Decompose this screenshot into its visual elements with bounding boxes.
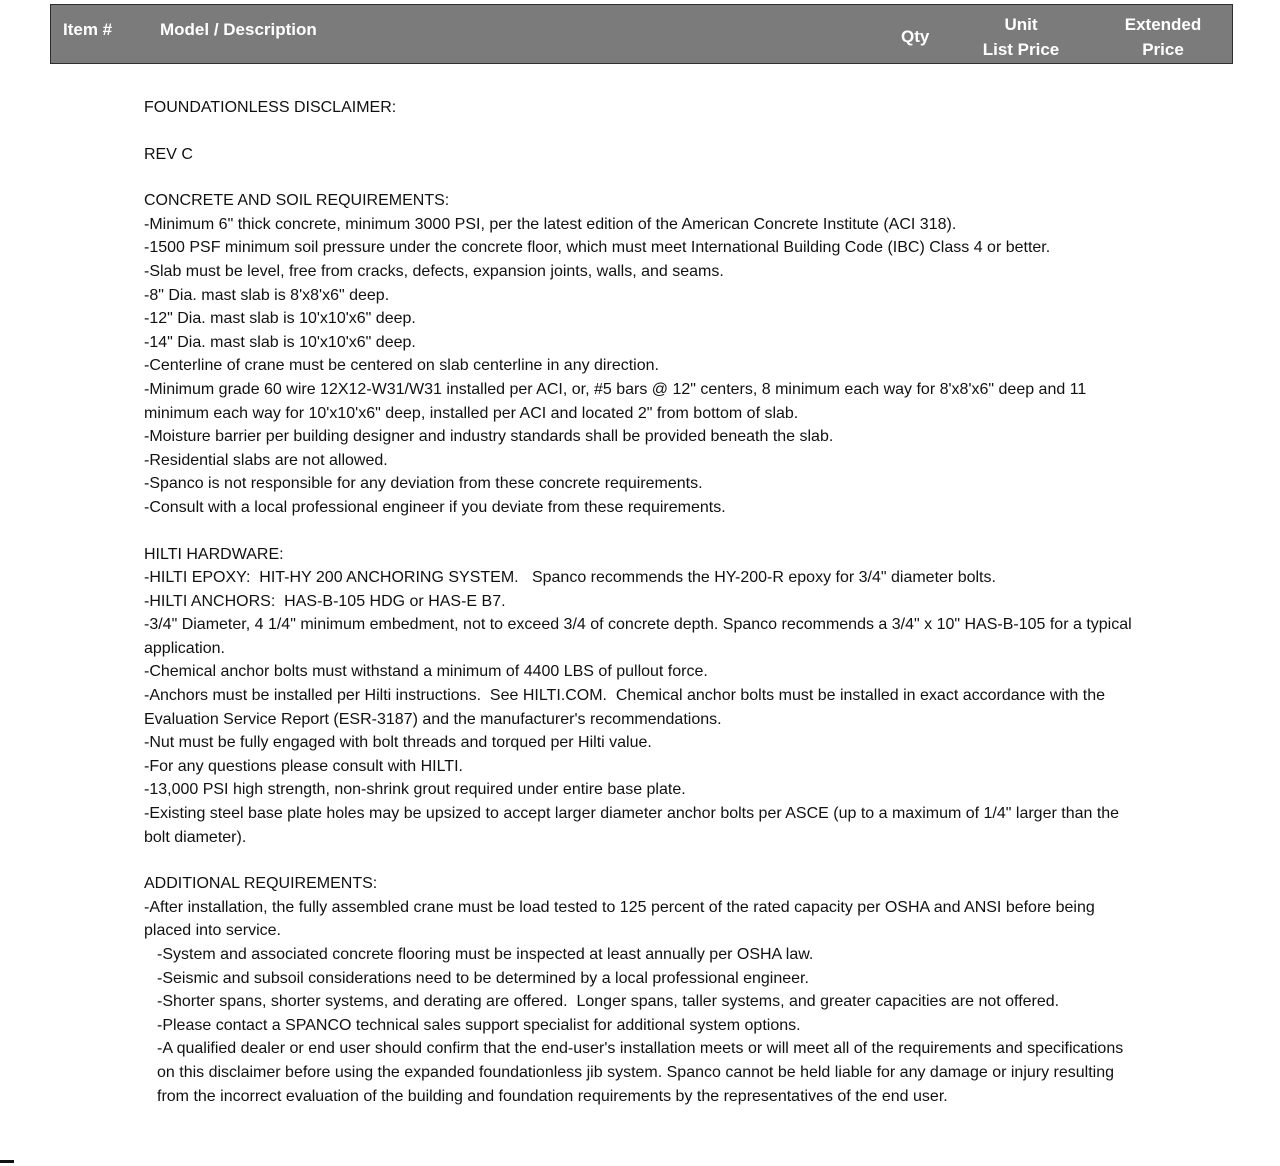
- disclaimer-line: -14" Dia. mast slab is 10'x10'x6" deep.: [144, 333, 416, 351]
- disclaimer-line: -Centerline of crane must be centered on slab centerline in any direction.: [144, 357, 659, 375]
- disclaimer-line: -Spanco is not responsible for any deviation from these concrete requirements.: [144, 475, 703, 493]
- hilti-heading: HILTI HARDWARE:: [144, 545, 284, 563]
- additional-section: [144, 872, 1134, 1108]
- disclaimer-line: -Residential slabs are not allowed.: [144, 451, 388, 469]
- additional-indented-lines: [144, 943, 1134, 1108]
- disclaimer-line: -8" Dia. mast slab is 8'x8'x6" deep.: [144, 286, 390, 304]
- disclaimer-title: FOUNDATIONLESS DISCLAIMER:: [144, 99, 397, 116]
- disclaimer-line: -12" Dia. mast slab is 10'x10'x6" deep.: [144, 310, 416, 328]
- disclaimer-line: -Anchors must be installed per Hilti instructions. See HILTI.COM. Chemical anchor bolts must be installed in exact accordance with the Evaluation Service Report (ESR-3187) and the manufacturer's recommendations.: [144, 687, 1110, 728]
- disclaimer-line: -Minimum grade 60 wire 12X12-W31/W31 installed per ACI, or, #5 bars @ 12" centers, 8 minimum each way for 8'x8'x6" deep and 11 minimum each way for 10'x10'x6" deep, installed per ACI and located 2" from bottom of slab.: [144, 380, 1091, 422]
- additional-lines: [144, 896, 1134, 943]
- disclaimer-line: -Chemical anchor bolts must withstand a minimum of 4400 LBS of pullout force.: [144, 663, 708, 681]
- concrete-section: [144, 189, 1134, 519]
- disclaimer-line: -Slab must be level, free from cracks, defects, expansion joints, walls, and seams.: [144, 262, 724, 280]
- disclaimer-line: -Moisture barrier per building designer and industry standards shall be provided beneath the slab.: [144, 428, 834, 446]
- disclaimer-line: -Existing steel base plate holes may be upsized to accept larger diameter anchor bolts per ASCE (up to a maximum of 1/4" larger than the bolt diameter).: [144, 805, 1124, 846]
- column-header-item: Item #: [63, 20, 113, 39]
- disclaimer-line: -Seismic and subsoil considerations need to be determined by a local professional engineer.: [157, 969, 809, 987]
- disclaimer-line: -Minimum 6" thick concrete, minimum 3000 PSI, per the latest edition of the American Concrete Institute (ACI 318).: [144, 215, 957, 233]
- disclaimer-line: -Please contact a SPANCO technical sales support specialist for additional system options.: [157, 1016, 801, 1034]
- disclaimer-document: [144, 96, 1137, 1108]
- disclaimer-line: -13,000 PSI high strength, non-shrink grout required under entire base plate.: [144, 781, 686, 799]
- disclaimer-line: -For any questions please consult with HILTI.: [144, 757, 463, 775]
- extended-price-line2: Price: [1142, 40, 1184, 59]
- hilti-section: [144, 543, 1137, 850]
- additional-heading: ADDITIONAL REQUIREMENTS:: [144, 875, 378, 893]
- concrete-heading: CONCRETE AND SOIL REQUIREMENTS:: [144, 192, 450, 210]
- table-header: [50, 4, 1233, 64]
- unit-price-line1: Unit: [1004, 15, 1038, 34]
- disclaimer-line: -HILTI ANCHORS: HAS-B-105 HDG or HAS-E B7.: [144, 592, 506, 610]
- column-header-model: Model / Description: [160, 20, 317, 39]
- disclaimer-line: -System and associated concrete flooring must be inspected at least annually per OSHA law.: [157, 946, 814, 963]
- hilti-lines: [144, 566, 1137, 849]
- unit-price-line2: List Price: [982, 40, 1060, 59]
- column-header-unit-price: [971, 12, 1071, 62]
- disclaimer-line: -A qualified dealer or end user should confirm that the end-user's installation meets or will meet all of the requirements and specifications on this disclaimer before using the expanded foundationless jib system. Spanco cannot be held liable for any damage or injury resulting from the incorrect evaluation of the building and foundation requirements by the representatives of the end user.: [157, 1040, 1128, 1105]
- concrete-lines: [144, 213, 1134, 520]
- revision-label: REV C: [144, 145, 193, 163]
- disclaimer-line: -3/4" Diameter, 4 1/4" minimum embedment, not to exceed 3/4 of concrete depth. Spanco recommends a 3/4" x 10" HAS-B-105 for a typical application.: [144, 616, 1137, 657]
- disclaimer-line: -Consult with a local professional engineer if you deviate from these requirements.: [144, 498, 726, 516]
- disclaimer-line: -Nut must be fully engaged with bolt threads and torqued per Hilti value.: [144, 734, 652, 752]
- page-edge-mark: [0, 1160, 14, 1163]
- disclaimer-line: -HILTI EPOXY: HIT-HY 200 ANCHORING SYSTEM. Spanco recommends the HY-200-R epoxy for 3/4" diameter bolts.: [144, 569, 996, 587]
- column-header-qty: Qty: [901, 27, 930, 46]
- disclaimer-line: -1500 PSF minimum soil pressure under the concrete floor, which must meet International Building Code (IBC) Class 4 or better.: [144, 239, 1051, 257]
- column-header-extended-price: [1113, 12, 1213, 62]
- extended-price-line1: Extended: [1124, 15, 1202, 34]
- disclaimer-line: -After installation, the fully assembled crane must be load tested to 125 percent of the rated capacity per OSHA and ANSI before being placed into service.: [144, 898, 1100, 940]
- disclaimer-line: -Shorter spans, shorter systems, and derating are offered. Longer spans, taller systems, and greater capacities are not offered.: [157, 993, 1060, 1011]
